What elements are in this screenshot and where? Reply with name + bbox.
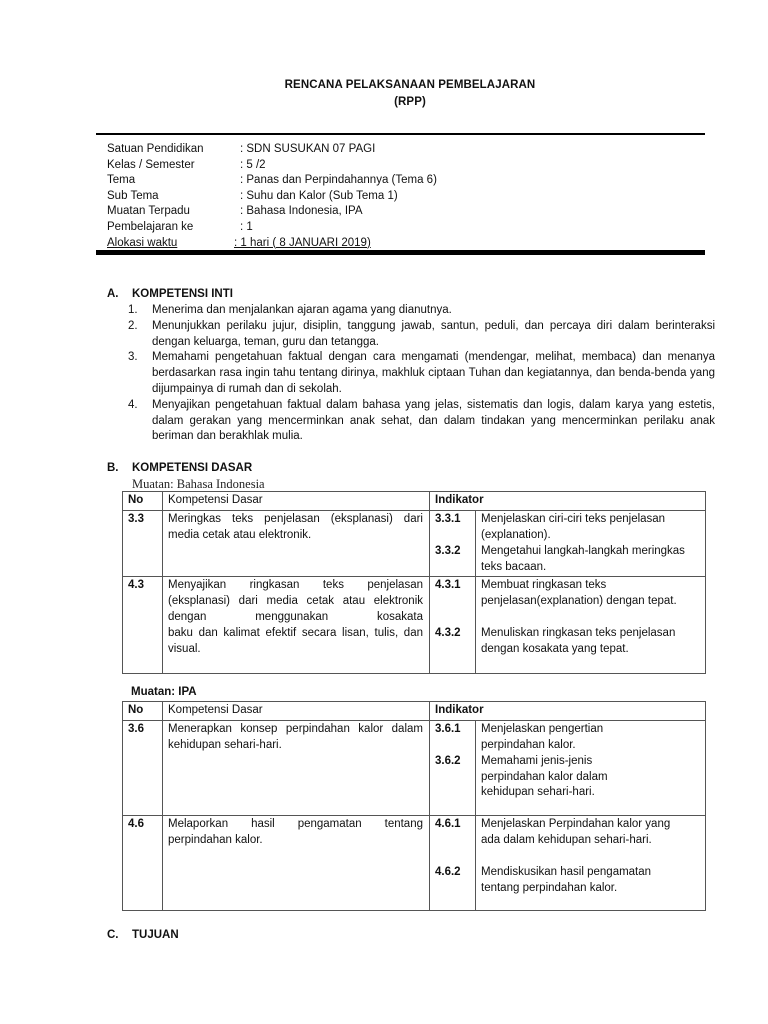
table-row	[123, 510, 706, 577]
list-item-text: Menerima dan menjalankan ajaran agama yang dianutnya.	[152, 304, 452, 316]
identity-value: : 1	[240, 220, 253, 233]
indicator-text: Menjelaskan ciri-ciri teks penjelasan (explanation).	[481, 512, 666, 541]
indicator-codes	[430, 510, 476, 577]
identity-label: Kelas / Semester	[107, 158, 195, 171]
kompetensi-inti-list	[128, 303, 715, 445]
indicator-codes	[430, 815, 476, 910]
indicator-text: Mengetahui langkah-langkah meringkas teks bacaan.	[481, 544, 685, 573]
indicator-codes	[430, 577, 476, 674]
kd-number: 4.3	[123, 577, 163, 674]
section-title: KOMPETENSI DASAR	[132, 462, 253, 474]
list-item-number: 1.	[128, 304, 138, 316]
indicator-code: 3.6.2	[435, 754, 461, 767]
list-item-text: Memahami pengetahuan faktual dengan cara mengamati (mendengar, melihat, membaca) dan menanya berdasarkan rasa ingin tahu tentang dirinya, makhluk ciptaan Tuhan dan kegiatannya, dan benda-benda yang dijumpainya di rumah dan di sekolah.	[152, 351, 715, 395]
document-title: RENCANA PELAKSANAAN PEMBELAJARAN	[284, 79, 536, 91]
indicator-texts	[476, 577, 706, 674]
section-b-heading	[107, 462, 252, 474]
header-no: No	[123, 492, 163, 511]
section-letter: B.	[107, 462, 119, 474]
header-kompetensi-dasar: Kompetensi Dasar	[163, 492, 430, 511]
section-title: TUJUAN	[132, 929, 179, 941]
kd-text-continued: baku dan kalimat efektif secara lisan, tulis, dan visual.	[168, 626, 423, 655]
indicator-texts	[476, 510, 706, 577]
kd-number: 4.6	[123, 815, 163, 910]
indicator-text: Menuliskan ringkasan teks penjelasan dengan kosakata yang tepat.	[481, 627, 676, 656]
list-item-number: 4.	[128, 398, 138, 411]
kd-text: Meringkas teks penjelasan (eksplanasi) dari media cetak atau elektronik.	[163, 510, 430, 577]
identity-value: : 5 /2	[240, 158, 266, 171]
list-item-text: Menunjukkan perilaku jujur, disiplin, tanggung jawab, santun, peduli, dan percaya diri dalam berinteraksi dengan keluarga, teman, guru dan tetangga.	[152, 319, 715, 348]
table-header-row	[123, 702, 706, 721]
kompetensi-dasar-table-ipa	[122, 701, 706, 911]
identity-label: Muatan Terpadu	[107, 205, 190, 218]
table-row	[123, 720, 706, 815]
identity-label: Pembelajaran ke	[107, 220, 194, 233]
section-letter: C.	[107, 929, 119, 941]
list-item	[128, 398, 715, 445]
document-subtitle: (RPP)	[394, 96, 426, 108]
muatan-bahasa-indonesia-label: Muatan: Bahasa Indonesia	[132, 477, 265, 491]
indicator-code: 4.3.2	[435, 627, 461, 640]
kd-number: 3.6	[123, 720, 163, 815]
header-bottom-rule	[96, 250, 705, 255]
section-a-heading	[107, 288, 233, 300]
muatan-ipa-label: Muatan: IPA	[131, 686, 197, 698]
identity-label: Tema	[107, 174, 136, 187]
identity-value: : 1 hari ( 8 JANUARI 2019)	[234, 236, 371, 249]
list-item-text: Menyajikan pengetahuan faktual dalam bahasa yang jelas, sistematis dan logis, dalam karya yang estetis, dalam gerakan yang mencerminkan anak sehat, dan dalam tindakan yang mencerminkan perilaku anak beriman dan berakhlak mulia.	[152, 398, 715, 443]
table-header-row	[123, 492, 706, 511]
list-item-number: 2.	[128, 319, 138, 332]
indicator-code: 3.3.2	[435, 544, 461, 557]
section-letter: A.	[107, 288, 119, 300]
identity-label: Alokasi waktu	[107, 236, 178, 249]
header-indikator: Indikator	[430, 702, 706, 721]
indicator-code: 4.6.2	[435, 865, 461, 878]
header-kompetensi-dasar: Kompetensi Dasar	[163, 702, 430, 721]
indicator-text: Mendiskusikan hasil pengamatan tentang perpindahan kalor.	[481, 865, 652, 894]
indicator-code: 3.6.1	[435, 722, 461, 735]
list-item	[128, 350, 715, 397]
kd-text: Menerapkan konsep perpindahan kalor dalam kehidupan sehari-hari.	[163, 720, 430, 815]
kd-text: Menyajikan ringkasan teks penjelasan (eksplanasi) dari media cetak atau elektronik dengan menggunakan kosakata	[168, 579, 423, 623]
kd-number: 3.3	[123, 510, 163, 577]
table-row	[123, 815, 706, 910]
kd-text: Melaporkan hasil pengamatan tentang perpindahan kalor.	[163, 815, 430, 910]
list-item-number: 3.	[128, 351, 138, 364]
list-item	[128, 319, 715, 351]
header-indikator: Indikator	[430, 492, 706, 511]
section-c-heading	[107, 929, 179, 941]
identity-value: : Suhu dan Kalor (Sub Tema 1)	[240, 189, 398, 202]
indicator-code: 4.3.1	[435, 579, 461, 592]
indicator-text: Membuat ringkasan teks penjelasan(explanation) dengan tepat.	[481, 579, 677, 608]
identity-value: : Bahasa Indonesia, IPA	[240, 205, 363, 218]
indicator-codes	[430, 720, 476, 815]
header-no: No	[123, 702, 163, 721]
list-item	[128, 303, 715, 319]
kd-text-cell	[163, 577, 430, 674]
indicator-texts	[476, 720, 706, 815]
identity-label: Sub Tema	[107, 189, 159, 202]
indicator-text: Memahami jenis-jenis perpindahan kalor dalam kehidupan sehari-hari.	[481, 754, 608, 799]
table-row	[123, 577, 706, 674]
identity-label: Satuan Pendidikan	[107, 143, 204, 155]
indicator-code: 4.6.1	[435, 817, 461, 830]
indicator-text: Menjelaskan pengertian perpindahan kalor.	[481, 722, 604, 751]
identity-value: : Panas dan Perpindahannya (Tema 6)	[240, 174, 437, 187]
indicator-texts	[476, 815, 706, 910]
header-top-rule	[96, 133, 705, 135]
indicator-text: Menjelaskan Perpindahan kalor yang ada dalam kehidupan sehari-hari.	[481, 817, 671, 846]
section-title: KOMPETENSI INTI	[132, 288, 233, 300]
indicator-code: 3.3.1	[435, 512, 461, 525]
identity-value: : SDN SUSUKAN 07 PAGI	[240, 143, 376, 155]
kompetensi-dasar-table-bahasa-indonesia	[122, 491, 706, 674]
